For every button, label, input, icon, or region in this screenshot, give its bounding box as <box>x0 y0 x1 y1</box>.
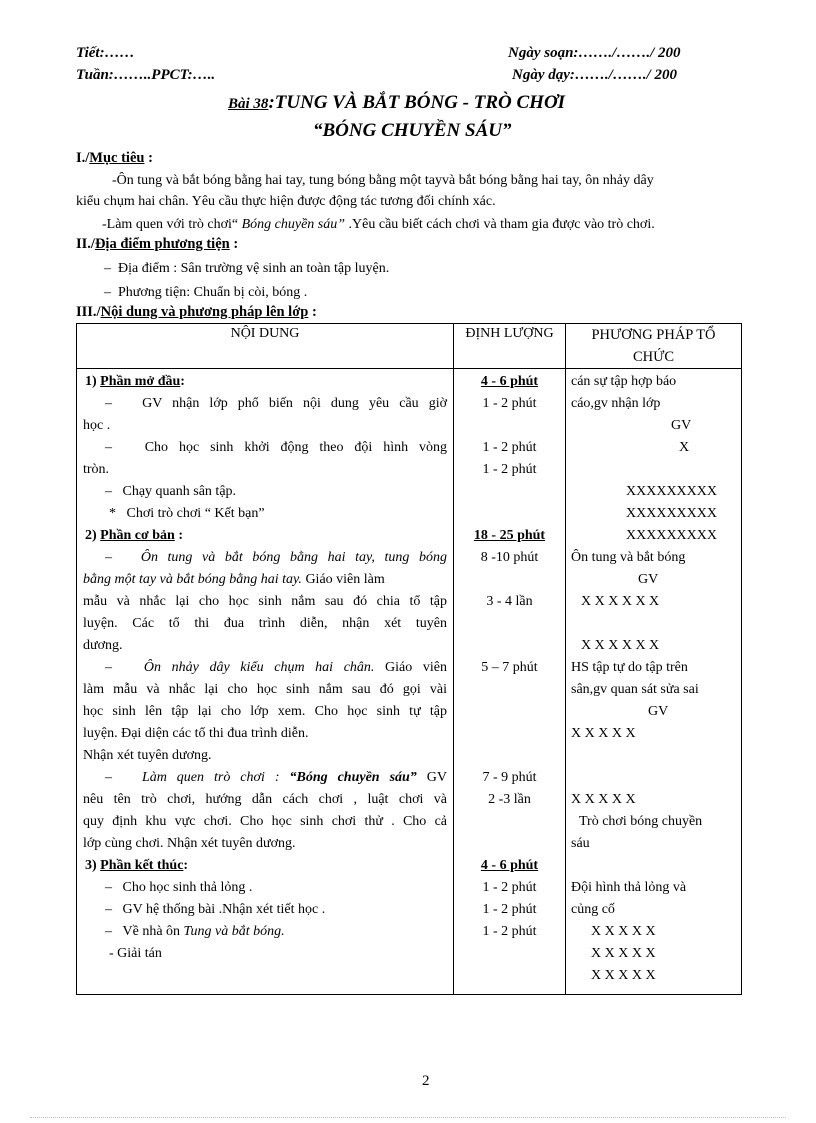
location-item: – Địa điểm : Sân trường vệ sinh an toàn tập luyện. <box>104 261 390 276</box>
method-p1-2: cáo,gv nhận lớp <box>571 396 661 411</box>
method-p2-4: Trò chơi bóng chuyền <box>579 814 703 829</box>
part-2-c-line3: quy định khu vực chơi. Cho học sinh chơi thử . Cho cả <box>83 814 447 829</box>
part-2-a-line3: mẫu và nhắc lại cho học sinh nắm sau đó chia tổ tập <box>83 594 447 609</box>
part-1-item-3: – Chạy quanh sân tập. <box>105 484 237 499</box>
quantity-p3-1: 1 - 2 phút <box>482 880 537 895</box>
part-2-c-line4: lớp cùng chơi. Nhận xét tuyên dương. <box>83 836 296 851</box>
part-1-item-4: * Chơi trò chơi “ Kết bạn” <box>109 506 265 521</box>
part-2-b-line5: Nhận xét tuyên dương. <box>83 748 212 763</box>
ngay-soan-label: Ngày soạn:……./……./ 200 <box>508 45 681 61</box>
method-p1-row3: XXXXXXXXX <box>626 528 717 543</box>
lesson-title-line2: “BÓNG CHUYỀN SÁU” <box>313 120 512 141</box>
quantity-column <box>454 369 566 995</box>
part-3-time: 4 - 6 phút <box>480 858 539 873</box>
method-p2-row3: X X X X X <box>571 726 636 741</box>
part-3-item-1: – Cho học sinh thả lỏng . <box>105 880 253 895</box>
quantity-p3-2: 1 - 2 phút <box>482 902 537 917</box>
lesson-title-line1: Bài 38:TUNG VÀ BẮT BÓNG - TRÒ CHƠI <box>228 92 566 113</box>
method-p2-row4: X X X X X <box>571 792 636 807</box>
method-p3-1: Đội hình thả lỏng và <box>571 880 687 895</box>
quantity-p2-1: 8 -10 phút <box>480 550 539 565</box>
part-2-c-line2: nêu tên trò chơi, hướng dẫn cách chơi , luật chơi và <box>83 792 447 807</box>
part-3-item-4: - Giải tán <box>109 946 162 961</box>
part-2-b-line4: luyện. Đại diện các tổ thi đua trình diễn. <box>83 726 309 741</box>
method-p2-2: HS tập tự do tập trên <box>571 660 688 675</box>
method-p3-row1: X X X X X <box>591 924 656 939</box>
quantity-p1-2: 1 - 2 phút <box>482 440 537 455</box>
col-header-content: NỘI DUNG <box>77 324 454 369</box>
page-bottom-dotted-line <box>30 1117 786 1118</box>
method-p1-row2: XXXXXXXXX <box>626 506 717 521</box>
method-p2-3: sân,gv quan sát sửa sai <box>571 682 699 697</box>
objective-1-line1: -Ôn tung và bắt bóng bằng hai tay, tung bóng bằng một tayvà bắt bóng bằng hai tay, ôn nhảy dây <box>112 173 654 188</box>
lesson-plan-table <box>76 323 742 995</box>
lesson-number: Bài 38 <box>228 96 269 112</box>
part-3-item-3: – Về nhà ôn Tung và bắt bóng. <box>105 924 285 939</box>
quantity-p1-1: 1 - 2 phút <box>482 396 537 411</box>
tuan-ppct-label: Tuần:……..PPCT:….. <box>76 67 216 83</box>
method-p2-5: sáu <box>571 836 590 851</box>
method-p2-teacher-2: GV <box>648 704 669 719</box>
method-p1-teacher-mark: X <box>679 440 690 455</box>
method-column <box>566 369 742 995</box>
part-1-item-1-cont: học . <box>83 418 111 433</box>
col-header-quantity: ĐỊNH LƯỢNG <box>454 324 566 369</box>
tiet-label: Tiết:…… <box>76 45 135 61</box>
method-p1-teacher: GV <box>671 418 692 433</box>
part-2-a-line2: bằng một tay và bắt bóng bằng hai tay. Giáo viên làm <box>83 572 385 587</box>
quantity-p2-5: 2 -3 lần <box>488 792 531 807</box>
quantity-p1-3: 1 - 2 phút <box>482 462 537 477</box>
part-2-b-line1: – Ôn nhảy dây kiểu chụm hai chân. Giáo viên <box>105 660 447 675</box>
method-p3-2: củng cố <box>571 902 615 917</box>
method-p3-row3: X X X X X <box>591 968 656 983</box>
part-3-heading: 3) Phần kết thúc: <box>85 858 189 873</box>
equipment-item: – Phương tiện: Chuẩn bị còi, bóng . <box>104 285 308 300</box>
col-header-method: PHƯƠNG PHÁP TỔ CHỨC <box>566 324 742 369</box>
part-2-a-line4: luyện. Các tổ thi đua trình diễn, nhận xét tuyên <box>83 616 447 631</box>
method-p2-1: Ôn tung và bắt bóng <box>571 550 686 565</box>
method-p2-row2: X X X X X X <box>581 638 660 653</box>
objective-2: -Làm quen với trò chơi“ Bóng chuyền sáu” .Yêu cầu biết cách chơi và tham gia được vào trò chơi. <box>102 217 655 232</box>
part-1-heading: 1) Phần mở đầu: <box>85 374 185 389</box>
method-p2-row1: X X X X X X <box>581 594 660 609</box>
part-2-c-line1: – Làm quen trò chơi : “Bóng chuyền sáu” GV <box>105 770 448 785</box>
part-1-item-1: – GV nhận lớp phổ biến nội dung yêu cầu giờ <box>105 396 448 411</box>
quantity-p2-3: 5 – 7 phút <box>481 660 538 675</box>
ngay-day-label: Ngày dạy:……./……./ 200 <box>512 67 677 83</box>
method-p1-row1: XXXXXXXXX <box>626 484 717 499</box>
part-2-a-line5: dương. <box>83 638 123 653</box>
section-1-heading: I./Mục tiêu : <box>76 150 153 166</box>
quantity-p2-2: 3 - 4 lần <box>486 594 533 609</box>
method-p3-row2: X X X X X <box>591 946 656 961</box>
section-2-heading: II./Địa điểm phương tiện : <box>76 236 239 252</box>
part-2-b-line3: học sinh lên tập lại cho lớp xem. Cho học sinh tự tập <box>83 704 447 719</box>
part-2-heading: 2) Phần cơ bản : <box>85 528 184 543</box>
part-2-b-line2: làm mẫu và nhắc lại cho học sinh nắm sau đó gọi vài <box>83 682 447 697</box>
quantity-p2-4: 7 - 9 phút <box>482 770 537 785</box>
part-2-a-line1: – Ôn tung và bắt bóng bằng hai tay, tung bóng <box>105 550 448 565</box>
method-p2-teacher: GV <box>638 572 659 587</box>
section-3-heading: III./Nội dung và phương pháp lên lớp : <box>76 304 317 320</box>
part-1-item-2: – Cho học sinh khởi động theo đội hình vòng <box>105 440 448 455</box>
content-column <box>77 369 454 995</box>
method-p1-1: cán sự tập hợp báo <box>571 374 677 389</box>
quantity-p3-3: 1 - 2 phút <box>482 924 537 939</box>
objective-1-line2: kiểu chụm hai chân. Yêu cầu thực hiện được động tác tương đối chính xác. <box>76 194 496 209</box>
part-3-item-2: – GV hệ thống bài .Nhận xét tiết học . <box>105 902 326 917</box>
page-number: 2 <box>422 1073 430 1089</box>
part-1-item-2-cont: tròn. <box>83 462 110 477</box>
part-1-time: 4 - 6 phút <box>480 374 539 389</box>
part-2-time: 18 - 25 phút <box>473 528 546 543</box>
